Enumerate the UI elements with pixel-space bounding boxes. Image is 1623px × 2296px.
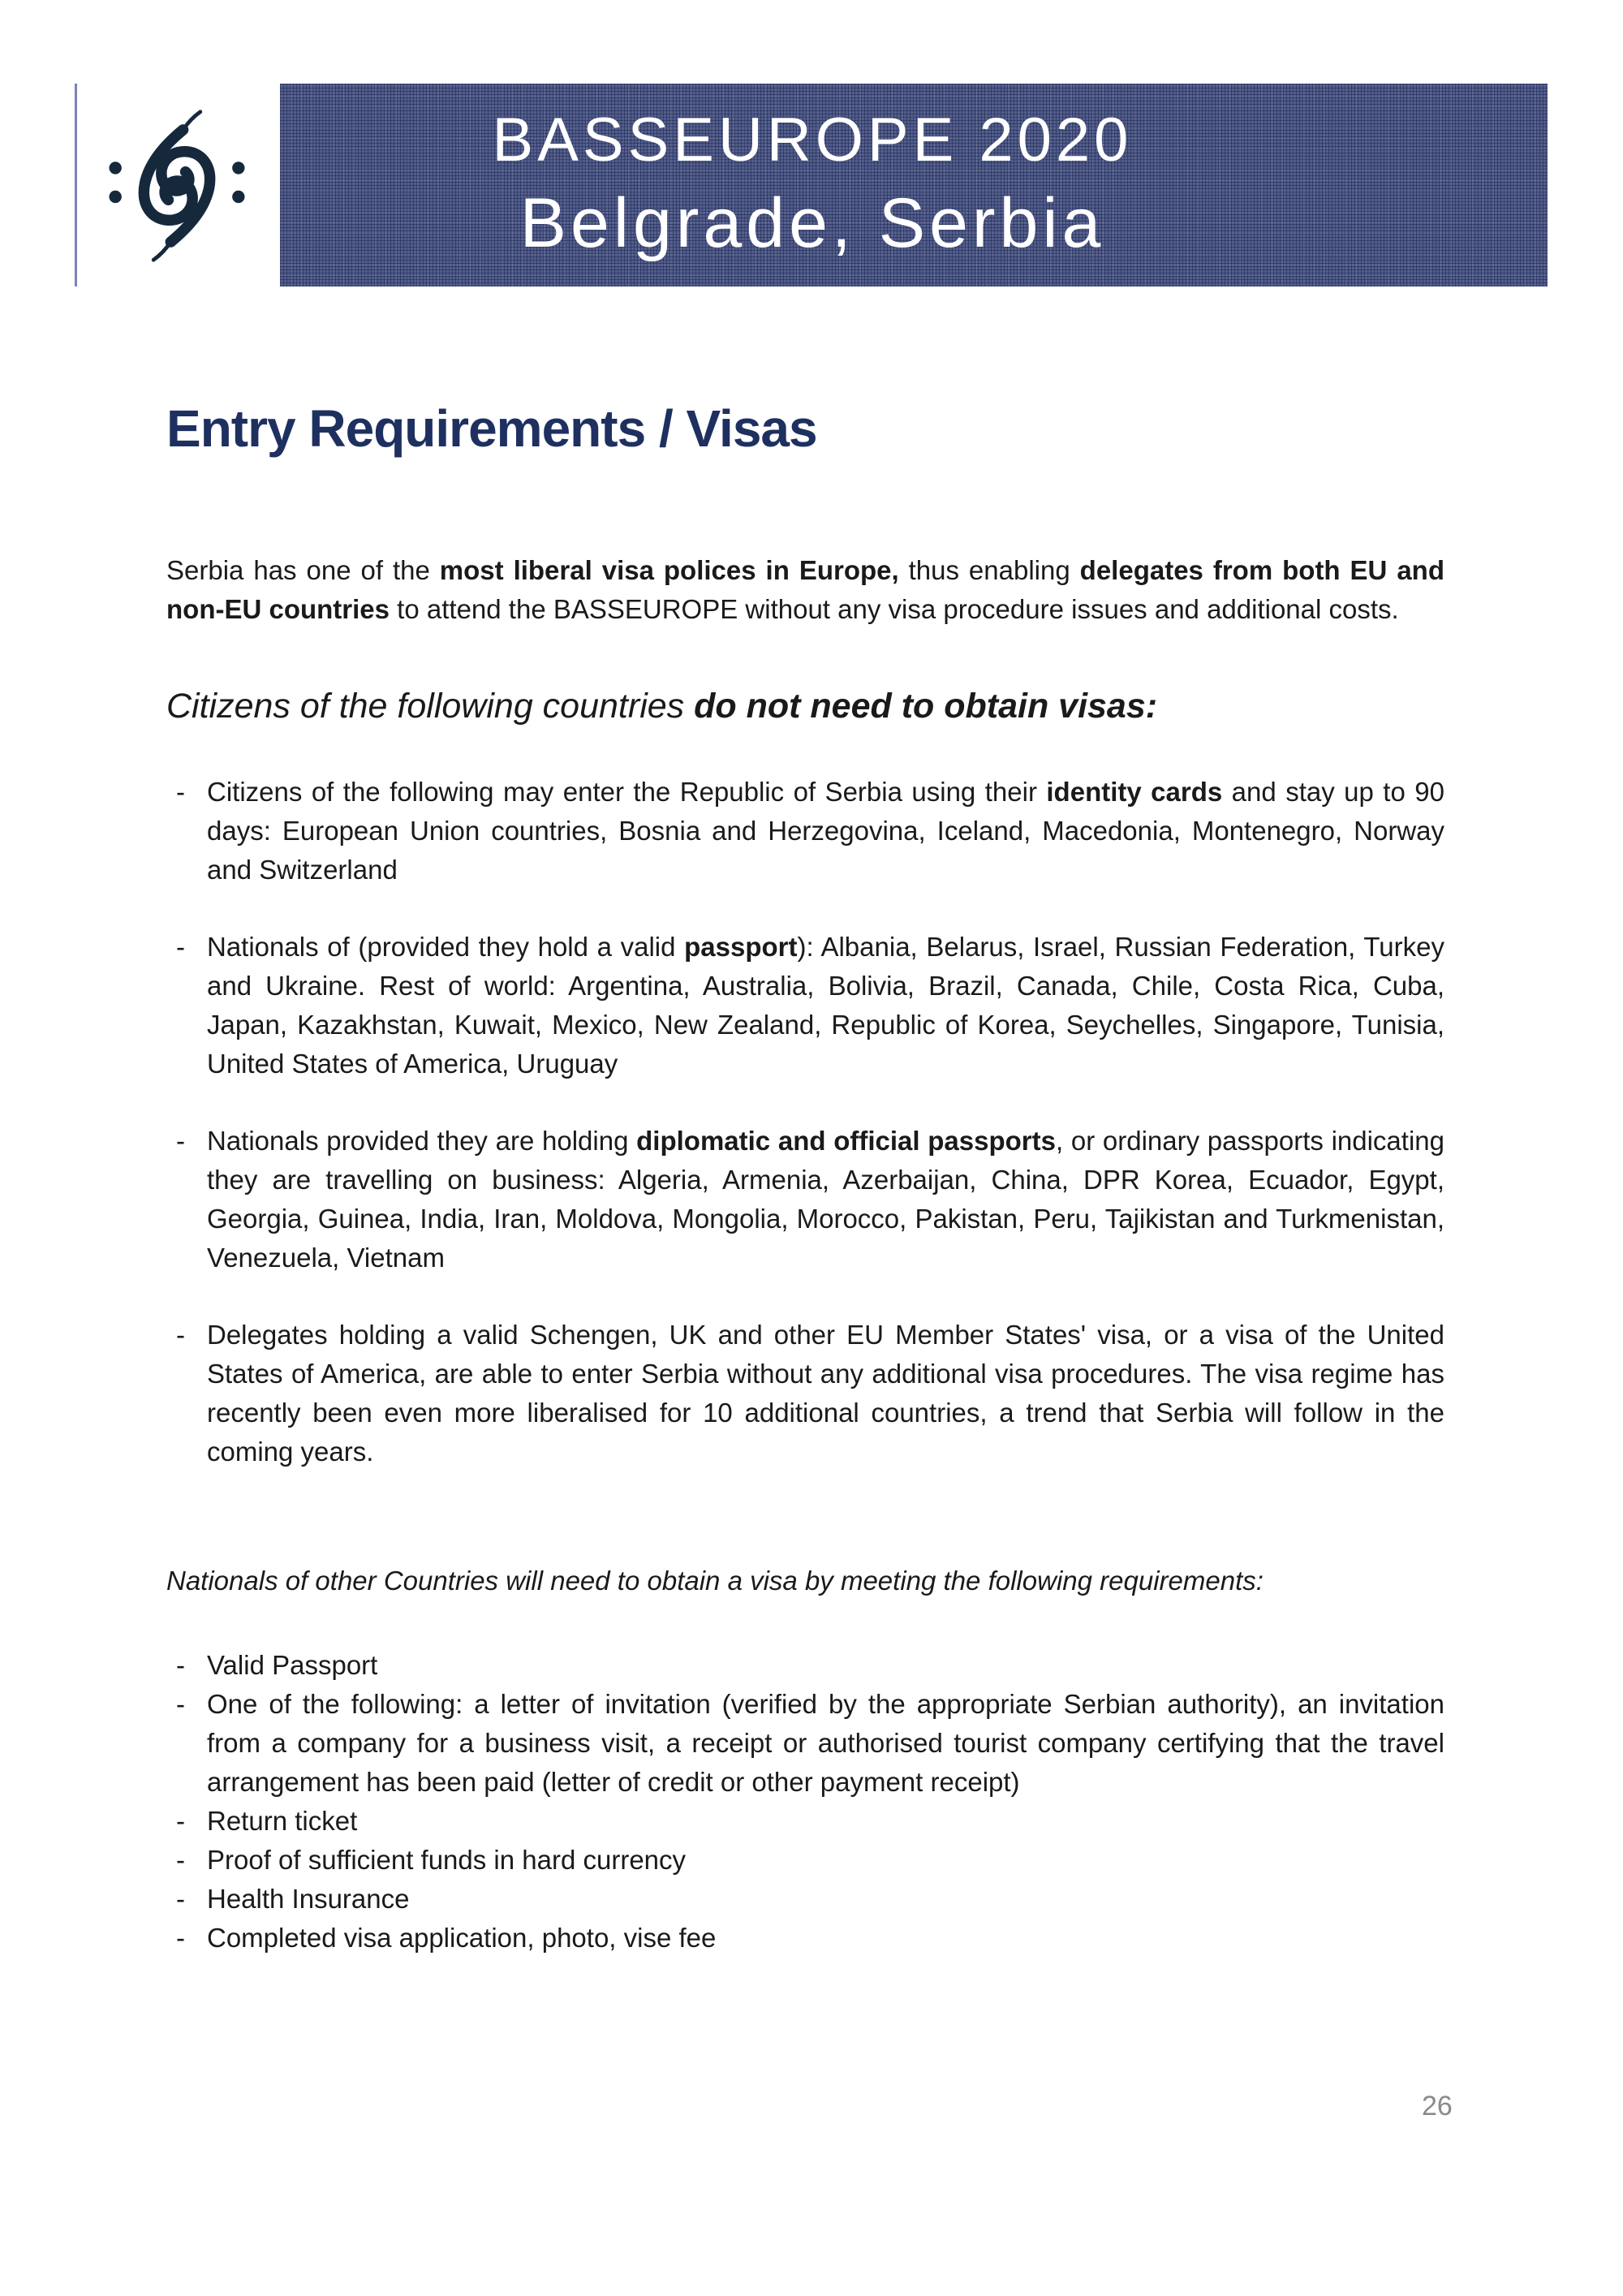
left-vertical-rule [75,84,77,286]
intro-text: Serbia has one of the [166,555,440,585]
bullet-dash: - [176,932,185,962]
intro-text: thus enabling [898,555,1080,585]
list-item [166,1685,1444,1802]
section1-heading [166,684,1444,728]
list-item-text: Citizens of the following may enter the Republic of Serbia using their identity cards and stay up to 90 days: European Union countries, Bosnia and Herzegovina, Iceland, Macedonia, Montenegro, Norway and Switzerland [207,777,1444,885]
list-item-text: Completed visa application, photo, vise fee [207,1923,717,1953]
list-item [166,928,1444,1083]
double-bass-clef-icon [99,108,255,264]
bullet-dash: - [176,1650,185,1680]
bullet-dash: - [176,1923,185,1953]
list-item-text: Nationals of (provided they hold a valid passport): Albania, Belarus, Israel, Russian Federation, Turkey and Ukraine. Rest of world: Argentina, Australia, Bolivia, Brazil, Canada, Chile, Costa Rica, Cuba, Japan, Kazakhstan, Kuwait, Mexico, New Zealand, Republic of Korea, Seychelles, Singapore, Tunisia, United States of America, Uruguay [207,932,1444,1079]
intro-text: to attend the BASSEUROPE without any visa procedure issues and additional costs. [390,594,1399,624]
intro-bold-text: delegates from both EU and non-EU countries [166,555,1444,624]
list-item-text: Proof of sufficient funds in hard currency [207,1845,687,1875]
basseurope-logo [99,108,255,264]
title-banner [280,84,1548,286]
banner-title: BASSEUROPE 2020 [492,106,1133,174]
list-item [166,1802,1444,1841]
section1-bullet-list [166,773,1444,1510]
list-item [166,773,1444,890]
list-item-text: Delegates holding a valid Schengen, UK and other EU Member States' visa, or a visa of the United States of America, are able to enter Serbia without any additional visa procedures. The visa regime has recently been even more liberalised for 10 additional countries, a trend that Serbia will follow in the coming years. [207,1320,1444,1467]
list-item [166,1646,1444,1685]
list-item [166,1122,1444,1277]
intro-paragraph [166,551,1444,629]
section2-bullet-list [166,1646,1444,1958]
bullet-dash: - [176,1806,185,1836]
list-item [166,1880,1444,1919]
bullet-dash: - [176,1845,185,1875]
list-item-text: Valid Passport [207,1650,378,1680]
page-title: Entry Requirements / Visas [166,398,817,458]
list-item [166,1316,1444,1471]
list-item-text: Health Insurance [207,1884,410,1914]
bullet-dash: - [176,1884,185,1914]
list-item [166,1919,1444,1958]
bullet-dash: - [176,777,185,807]
list-item [166,1841,1444,1880]
section1-heading-regular: Citizens of the following countries [166,687,695,726]
list-item-text: One of the following: a letter of invitation (verified by the appropriate Serbian authority), an invitation from a company for a business visit, a receipt or authorised tourist company certifying that the travel arrangement has been paid (letter of credit or other payment receipt) [207,1689,1444,1797]
section1-heading-bold: do not need to obtain visas: [694,687,1158,726]
intro-bold-text: most liberal visa polices in Europe, [439,555,899,585]
page-number: 26 [1422,2091,1453,2122]
bullet-dash: - [176,1689,185,1719]
banner-subtitle: Belgrade, Serbia [519,184,1105,262]
list-item-text: Return ticket [207,1806,358,1836]
list-item-text: Nationals provided they are holding diplomatic and official passports, or ordinary passports indicating they are travelling on business: Algeria, Armenia, Azerbaijan, China, DPR Korea, Ecuador, Egypt, Georgia, Guinea, India, Iran, Moldova, Mongolia, Morocco, Pakistan, Peru, Tajikistan and Turkmenistan, Venezuela, Vietnam [207,1126,1444,1273]
bullet-dash: - [176,1320,185,1350]
bullet-dash: - [176,1126,185,1156]
section2-heading: Nationals of other Countries will need to obtain a visa by meeting the following requirements: [166,1566,1264,1596]
